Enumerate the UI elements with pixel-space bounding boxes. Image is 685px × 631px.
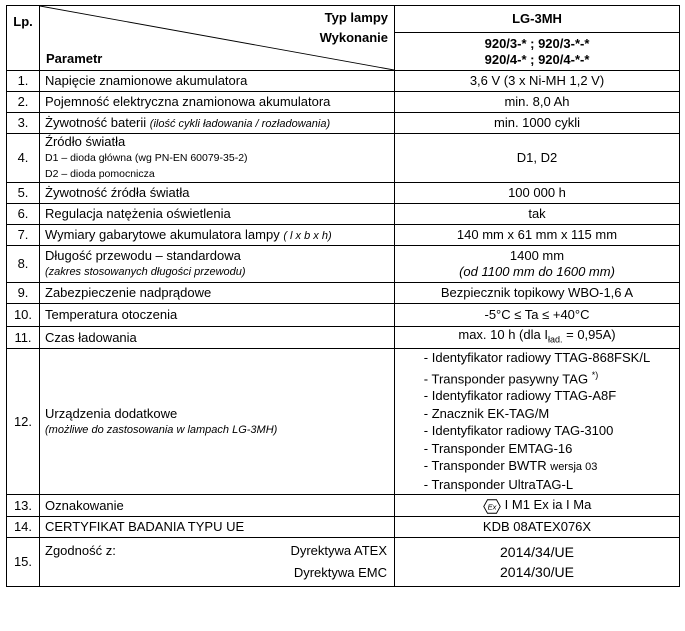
- directive-atex-label: Dyrektywa ATEX: [290, 543, 387, 558]
- table-row: [7, 538, 680, 587]
- row-number: 7.: [7, 225, 40, 246]
- row-number: 6.: [7, 204, 40, 225]
- row-param-text: Żywotność baterii: [45, 114, 147, 130]
- row-value-main: max. 10 h (dla I: [458, 327, 548, 343]
- row-param: [40, 113, 395, 134]
- header-model: LG-3MH: [395, 6, 680, 33]
- row-value: 3,6 V (3 x Ni-MH 1,2 V): [395, 71, 680, 92]
- row-param-sub1-text: D1 – dioda główna: [45, 152, 132, 164]
- header-wykonanie: Wykonanie: [319, 30, 388, 45]
- directive-atex-value: 2014/34/UE: [500, 544, 574, 560]
- row-value: min. 8,0 Ah: [395, 92, 680, 113]
- directive-line-2: [45, 565, 389, 581]
- table-row: [7, 495, 680, 517]
- list-item-text: - Transponder pasywny TAG: [423, 370, 589, 386]
- list-item-text: - Transponder BWTR: [423, 457, 547, 473]
- row-value-tail: = 0,95A): [566, 327, 616, 343]
- row-param-text: Źródło światła: [45, 134, 126, 149]
- row-value: [395, 246, 680, 283]
- row-param-sub1: [45, 150, 389, 166]
- row-param-text: Wymiary gabarytowe akumulatora lampy: [45, 226, 280, 242]
- row-number: 1.: [7, 71, 40, 92]
- table-row: [7, 134, 680, 183]
- list-item: - Identyfikator radiowy TAG-3100: [423, 423, 614, 439]
- row-param-sub2: D2 – dioda pomocnicza: [45, 168, 155, 180]
- list-item: - Transponder EMTAG-16: [423, 440, 573, 456]
- spec-table: [6, 5, 680, 587]
- row-number: 13.: [7, 495, 40, 517]
- row-param: Oznakowanie: [40, 495, 395, 517]
- row-number: 4.: [7, 134, 40, 183]
- row-param: [40, 349, 395, 495]
- directive-emc-label: Dyrektywa EMC: [293, 565, 387, 580]
- list-item: [424, 367, 650, 388]
- row-param: Czas ładowania: [40, 327, 395, 349]
- header-diagonal-cell: [40, 6, 395, 71]
- row-number: 5.: [7, 183, 40, 204]
- row-param: Temperatura otoczenia: [40, 304, 395, 327]
- list-item: - Znacznik EK-TAG/M: [423, 405, 550, 421]
- row-param-note: ( l x b x h): [283, 229, 332, 242]
- row-param: [40, 225, 395, 246]
- table-row: [7, 517, 680, 538]
- row-value: [395, 327, 680, 349]
- ex-mark-text: Ex: [487, 502, 497, 512]
- row-param: Regulacja natężenia oświetlenia: [40, 204, 395, 225]
- row-number: 15.: [7, 538, 40, 587]
- row-param-text: Zgodność z:: [45, 543, 116, 558]
- accessory-list: [424, 349, 650, 494]
- row-number: 12.: [7, 349, 40, 495]
- row-value-subscript: ład.: [547, 334, 563, 345]
- header-typ-lampy: Typ lampy: [324, 10, 388, 25]
- row-value: [395, 538, 680, 587]
- row-param: [40, 538, 395, 587]
- row-value: KDB 08ATEX076X: [395, 517, 680, 538]
- header-variant-1: 920/3-* ; 920/3-*-*: [484, 35, 590, 51]
- row-number: 10.: [7, 304, 40, 327]
- row-param: Pojemność elektryczna znamionowa akumulatora: [40, 92, 395, 113]
- row-number: 11.: [7, 327, 40, 349]
- row-value-main: I M1 Ex ia I Ma: [504, 497, 592, 513]
- list-item: [424, 457, 650, 476]
- row-number: 14.: [7, 517, 40, 538]
- row-param-text: Długość przewodu – standardowa: [45, 248, 241, 263]
- row-value: tak: [395, 204, 680, 225]
- table-row: [7, 113, 680, 134]
- row-value: -5°C ≤ Ta ≤ +40°C: [395, 304, 680, 327]
- table-row: [7, 225, 680, 246]
- row-value: D1, D2: [395, 134, 680, 183]
- directive-line-1: [45, 543, 389, 559]
- row-number: 3.: [7, 113, 40, 134]
- row-value: Bezpiecznik topikowy WBO-1,6 A: [395, 283, 680, 304]
- table-row: [7, 246, 680, 283]
- row-param: Napięcie znamionowe akumulatora: [40, 71, 395, 92]
- table-row: [7, 283, 680, 304]
- row-param: Zabezpieczenie nadprądowe: [40, 283, 395, 304]
- footnote-marker: *): [591, 369, 599, 380]
- row-param-note: (zakres stosowanych długości przewodu): [45, 266, 246, 278]
- table-row: [7, 183, 680, 204]
- list-item-suffix: wersja 03: [550, 460, 598, 473]
- list-item: - Transponder UltraTAG-L: [423, 477, 574, 493]
- row-value-main: 1400 mm: [509, 248, 565, 263]
- row-param: [40, 134, 395, 183]
- row-value: [395, 495, 680, 517]
- row-param-text: Urządzenia dodatkowe: [45, 405, 178, 421]
- row-value-note: (od 1100 mm do 1600 mm): [459, 264, 615, 279]
- table-row: [7, 92, 680, 113]
- row-param-note: (możliwe do zastosowania w lampach LG-3MH): [45, 423, 278, 436]
- ex-hexagon-icon: [483, 499, 501, 514]
- table-row: [7, 349, 680, 495]
- row-number: 9.: [7, 283, 40, 304]
- table-row: [7, 204, 680, 225]
- header-parametr: Parametr: [46, 51, 103, 66]
- row-number: 2.: [7, 92, 40, 113]
- table-row: [7, 71, 680, 92]
- header-row-1: [7, 6, 680, 33]
- header-lp: Lp.: [7, 6, 40, 71]
- row-value: 140 mm x 61 mm x 115 mm: [395, 225, 680, 246]
- header-variants: [395, 33, 680, 71]
- row-param: Żywotność źródła światła: [40, 183, 395, 204]
- row-number: 8.: [7, 246, 40, 283]
- list-item: - Identyfikator radiowy TTAG-A8F: [423, 388, 617, 404]
- table-row: [7, 327, 680, 349]
- directive-emc-value: 2014/30/UE: [500, 564, 574, 580]
- row-param-sub1-note: (wg PN-EN 60079-35-2): [134, 152, 248, 164]
- row-param-note: (ilość cykli ładowania / rozładowania): [149, 117, 331, 130]
- row-param: [40, 246, 395, 283]
- list-item: - Identyfikator radiowy TTAG-868FSK/L: [423, 350, 651, 366]
- table-row: [7, 304, 680, 327]
- row-param: CERTYFIKAT BADANIA TYPU UE: [40, 517, 395, 538]
- header-variant-2: 920/4-* ; 920/4-*-*: [484, 51, 590, 67]
- row-value: [395, 349, 680, 495]
- row-value: 100 000 h: [395, 183, 680, 204]
- row-value: min. 1000 cykli: [395, 113, 680, 134]
